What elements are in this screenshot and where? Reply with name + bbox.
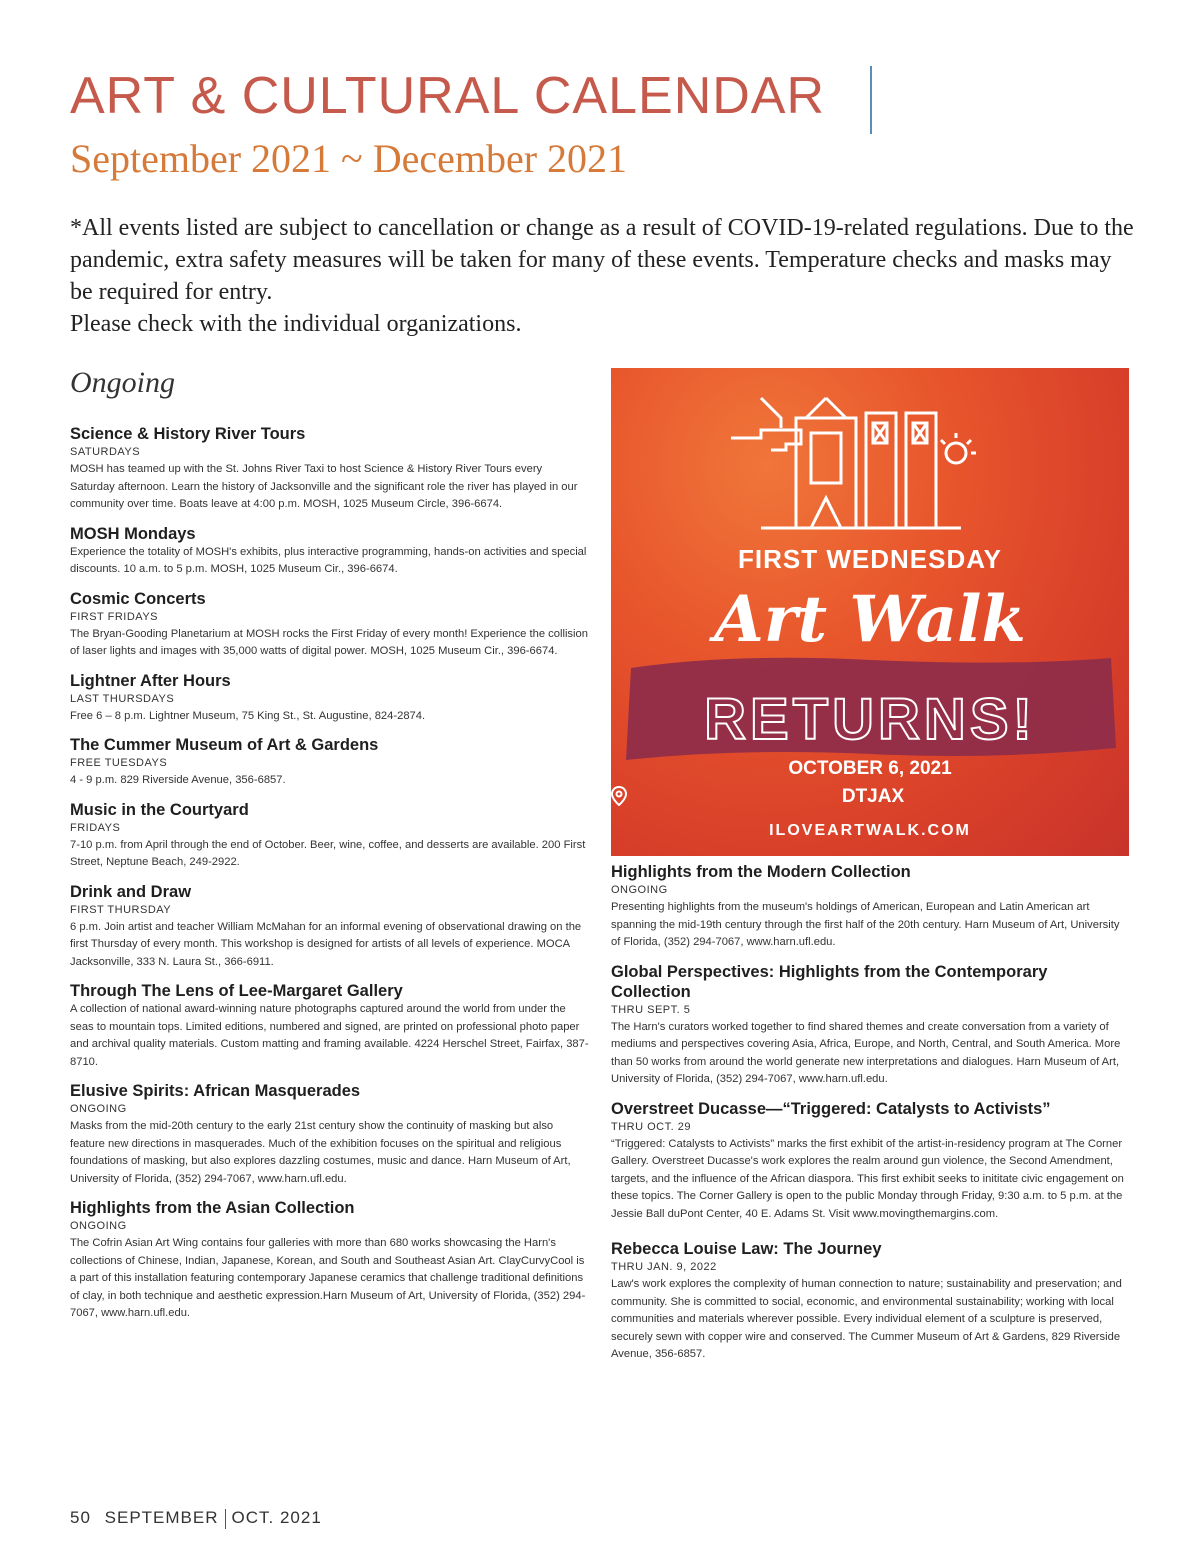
event-title: Lightner After Hours bbox=[70, 671, 231, 690]
event-title: MOSH Mondays bbox=[70, 524, 196, 543]
event-schedule: THRU JAN. 9, 2022 bbox=[611, 1261, 717, 1273]
event-description: Presenting highlights from the museum's holdings of American, European and Latin American art spanning the mid-19th century through the first half of the 20th century. Harn Museum of Art, University of Florida, (352) 294-7067, www.harn.ufl.edu. bbox=[611, 901, 1120, 948]
poster-art-walk: Art Walk bbox=[714, 582, 1026, 657]
event-item bbox=[70, 589, 590, 661]
event-title: Music in the Courtyard bbox=[70, 800, 249, 819]
event-item bbox=[70, 1198, 590, 1323]
page-title: ART & CULTURAL CALENDAR bbox=[70, 67, 826, 125]
event-item bbox=[611, 962, 1131, 1089]
disclaimer-text: *All events listed are subject to cancellation or change as a result of COVID-19-related regulations. Due to the pandemic, extra safety measures will be taken for many of these events. Temperature checks and masks may be required for entry. bbox=[70, 215, 1134, 305]
event-description: The Harn's curators worked together to find shared themes and create conversation from a variety of mediums and perspectives covering Asia, Africa, Europe, and North, Central, and South America. More than 50 works from around the world generate new interpretations and dialogues. Harn Museum of Art, University of Florida, (352) 294-7067, www.harn.ufl.edu. bbox=[611, 1020, 1121, 1085]
event-title: Rebecca Louise Law: The Journey bbox=[611, 1240, 882, 1258]
event-schedule: ONGOING bbox=[611, 884, 668, 896]
event-title: Elusive Spirits: African Masquerades bbox=[70, 1082, 361, 1100]
event-title: Highlights from the Asian Collection bbox=[70, 1199, 355, 1217]
event-title: Highlights from the Modern Collection bbox=[611, 863, 911, 881]
page-number: 50 bbox=[70, 1508, 91, 1527]
event-item bbox=[70, 735, 590, 790]
event-item bbox=[70, 981, 590, 1071]
event-schedule: THRU SEPT. 5 bbox=[611, 1003, 691, 1016]
poster-returns: RETURNS! bbox=[704, 687, 1036, 752]
footer-month-1: SEPTEMBER bbox=[104, 1508, 219, 1527]
event-schedule: FRIDAYS bbox=[70, 821, 121, 834]
event-item bbox=[70, 671, 590, 726]
page-footer bbox=[70, 1508, 322, 1529]
event-schedule: ONGOING bbox=[70, 1103, 127, 1115]
event-schedule: FIRST THURSDAY bbox=[70, 903, 172, 916]
event-title: Overstreet Ducasse—“Triggered: Catalysts to Activists” bbox=[611, 1099, 1051, 1118]
event-item bbox=[611, 862, 1131, 952]
event-description: A collection of national award-winning nature photographs captured around the world from under the seas to mountain tops. Limited editions, numbered and signed, are printed on professional photo paper and archival quality materials. Custom matting and framing available. 4224 Herschel Street, Fairfax, 387-8710. bbox=[70, 1003, 589, 1068]
art-walk-poster bbox=[611, 368, 1129, 856]
event-title: Science & History River Tours bbox=[70, 425, 306, 443]
footer-month-2: OCT. 2021 bbox=[231, 1508, 322, 1527]
event-item bbox=[70, 524, 590, 579]
poster-date: OCTOBER 6, 2021 bbox=[788, 758, 952, 779]
event-description: Law's work explores the complexity of human connection to nature; sustainability and preservation; and community. She is committed to social, economic, and environmental sustainability; working with local communities and materials wherever possible. Every individual element of a sculpture is preserved, securely sewn with copper wire and conserved. The Cummer Museum of Art & Gardens, 829 Riverside Avenue, 356-6857. bbox=[611, 1278, 1122, 1360]
disclaimer bbox=[70, 212, 1140, 340]
event-description: “Triggered: Catalysts to Activists” marks the first exhibit of the artist-in-residency program at The Corner Gallery. Overstreet Ducasse's work explores the realm around gun violence, the Second Amendment, targets, and the influence of the African diaspora. This first exhibit seeks to inititate civic engagement on these topics. The Corner Gallery is open to the public Monday through Friday, 9:30 a.m. to 5 p.m. at the Jessie Ball duPont Center, 40 E. Adams St. Visit www.movingthemargins.com. bbox=[611, 1137, 1124, 1220]
event-item bbox=[70, 800, 590, 872]
event-title: Global Perspectives: Highlights from the Contemporary Collection bbox=[611, 962, 1048, 1001]
event-title: Drink and Draw bbox=[70, 882, 192, 901]
event-item bbox=[70, 424, 590, 514]
event-description: The Cofrin Asian Art Wing contains four galleries with more than 680 works showcasing the Harn's collections of Chinese, Indian, Japanese, Korean, and South and Southeast Asian Art. ClayCurvyCool is a part of this installation featuring contemporary Japanese ceramics that challenge traditional definitions of clay, in both technique and aesthetic expression.Harn Museum of Art, University of Florida, (352) 294-7067, www.harn.ufl.edu. bbox=[70, 1237, 586, 1319]
event-schedule: THRU OCT. 29 bbox=[611, 1120, 691, 1133]
right-event-list bbox=[611, 862, 1131, 1374]
title-divider bbox=[870, 66, 872, 134]
event-title: The Cummer Museum of Art & Gardens bbox=[70, 736, 379, 754]
left-event-list bbox=[70, 424, 590, 1333]
event-description: Free 6 – 8 p.m. Lightner Museum, 75 King St., St. Augustine, 824-2874. bbox=[70, 709, 426, 722]
poster-url: ILOVEARTWALK.COM bbox=[769, 822, 971, 839]
event-title: Cosmic Concerts bbox=[70, 589, 206, 608]
event-item bbox=[611, 1239, 1131, 1364]
event-description: Masks from the mid-20th century to the early 21st century show the continuity of masking but also feature new directions in masquerades. Much of the exhibition focuses on the spiritual and religious foundations of masking, but also explores dazzling costumes, music and dance. Harn Museum of Art, University of Florida, (352) 294-7067, www.harn.ufl.edu. bbox=[70, 1120, 571, 1185]
event-item bbox=[70, 882, 590, 972]
section-heading: Ongoing bbox=[70, 366, 175, 399]
event-description: 6 p.m. Join artist and teacher William McMahan for an informal evening of observational drawing on the first Thursday of every month. This workshop is designed for artists of all levels of experience. MOCA Jacksonville, 333 N. Laura St., 366-6911. bbox=[70, 920, 582, 968]
poster-location bbox=[611, 786, 1129, 808]
poster-first-wednesday: FIRST WEDNESDAY bbox=[738, 544, 1002, 574]
event-description: Experience the totality of MOSH's exhibits, plus interactive programming, hands-on activities and special discounts. 10 a.m. to 5 p.m. MOSH, 1025 Museum Cir., 396-6674. bbox=[70, 545, 587, 575]
event-schedule: SATURDAYS bbox=[70, 446, 141, 458]
event-description: The Bryan-Gooding Planetarium at MOSH rocks the First Friday of every month! Experience the collision of laser lights and images with 35,000 watts of digital power. MOSH, 1025 Museum Cir., 396-6674. bbox=[70, 627, 588, 657]
event-item bbox=[70, 1081, 590, 1188]
page-subtitle: September 2021 ~ December 2021 bbox=[70, 136, 628, 181]
event-description: 7-10 p.m. from April through the end of October. Beer, wine, coffee, and desserts are available. 200 First Street, Neptune Beach, 249-2922. bbox=[70, 838, 586, 868]
event-description: MOSH has teamed up with the St. Johns River Taxi to host Science & History River Tours every Saturday afternoon. Learn the history of Jacksonville and the significant role the river has played in our community over time. Boats leave at 4:00 p.m. MOSH, 1025 Museum Circle, 396-6674. bbox=[70, 463, 578, 510]
event-item bbox=[611, 1099, 1131, 1224]
disclaimer-note: Please check with the individual organizations. bbox=[70, 311, 522, 337]
event-schedule: FREE TUESDAYS bbox=[70, 757, 168, 769]
event-description: 4 - 9 p.m. 829 Riverside Avenue, 356-6857. bbox=[70, 774, 286, 786]
building-illustration bbox=[731, 398, 976, 528]
event-schedule: ONGOING bbox=[70, 1220, 127, 1232]
event-title: Through The Lens of Lee-Margaret Gallery bbox=[70, 982, 403, 1000]
poster-location-text: DTJAX bbox=[841, 786, 905, 807]
event-schedule: LAST THURSDAYS bbox=[70, 692, 175, 705]
event-schedule: FIRST FRIDAYS bbox=[70, 610, 158, 623]
footer-divider bbox=[225, 1509, 226, 1529]
